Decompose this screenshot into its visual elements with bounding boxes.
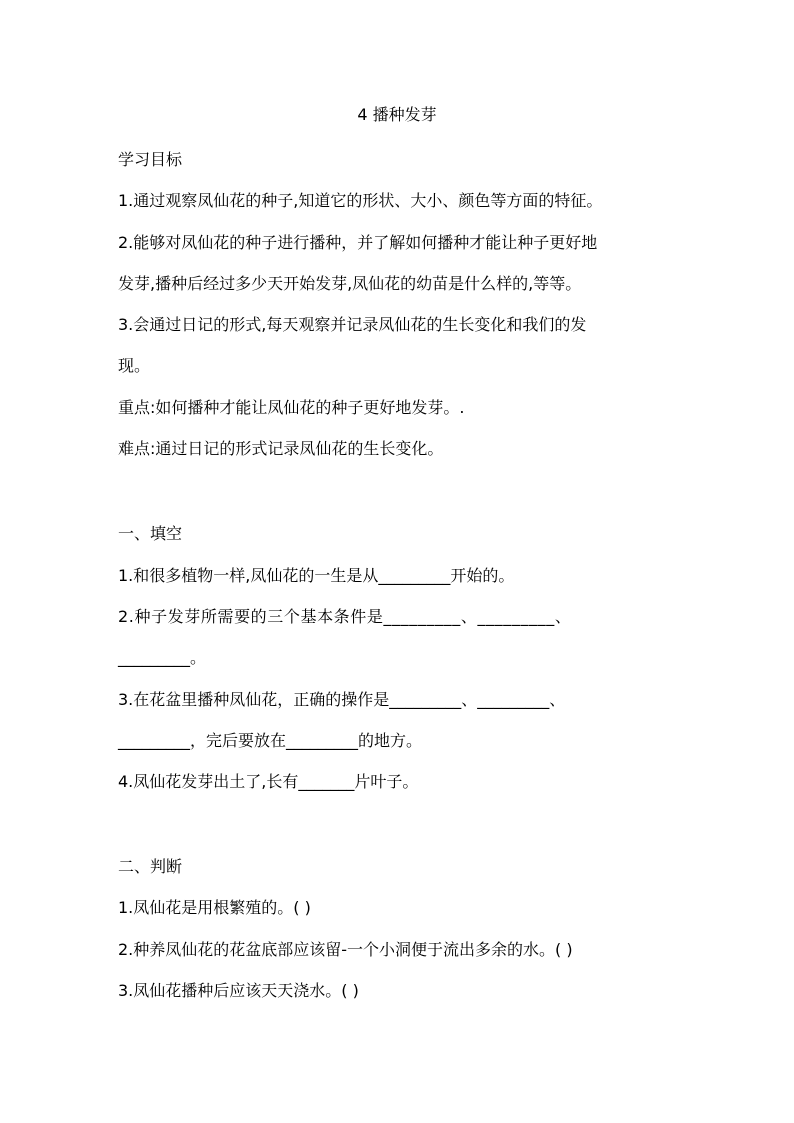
judge-heading: 二、判断	[118, 857, 183, 876]
fill-blank-q2-line-1: 2.种子发芽所需要的三个基本条件是_________、_________、	[118, 607, 572, 626]
lesson-title: 4 播种发芽	[357, 105, 437, 124]
objective-2-line-2: 发芽,播种后经过多少天开始发芽,凤仙花的幼苗是什么样的,等等。	[118, 274, 582, 293]
judge-q2: 2.种养凤仙花的花盆底部应该留-一个小洞便于流出多余的水。( )	[118, 940, 573, 959]
difficulty-point: 难点:通过日记的形式记录凤仙花的生长变化。	[118, 439, 444, 458]
fill-blank-q4: 4.凤仙花发芽出土了,长有_______片叶子。	[118, 772, 419, 791]
fill-blank-q3-line-2: _________，完后要放在_________的地方。	[118, 731, 423, 750]
key-point: 重点:如何播种才能让凤仙花的种子更好地发芽。.	[118, 398, 465, 417]
fill-blank-q1: 1.和很多植物一样,凤仙花的一生是从_________开始的。	[118, 566, 515, 585]
objectives-heading: 学习目标	[118, 150, 183, 169]
objective-1: 1.通过观察凤仙花的种子,知道它的形状、大小、颜色等方面的特征。	[118, 191, 603, 210]
fill-blank-q3-line-1: 3.在花盆里播种凤仙花，正确的操作是_________、_________、	[118, 690, 566, 709]
fill-blank-heading: 一、填空	[118, 524, 183, 543]
objective-2-line-1: 2.能够对凤仙花的种子进行播种，并了解如何播种才能让种子更好地	[118, 233, 598, 252]
objective-3-line-2: 现。	[118, 356, 151, 375]
objective-3-line-1: 3.会通过日记的形式,每天观察并记录凤仙花的生长变化和我们的发	[118, 315, 587, 334]
fill-blank-q2-line-2: _________。	[118, 648, 207, 667]
judge-q3: 3.凤仙花播种后应该天天浇水。( )	[118, 981, 359, 1000]
judge-q1: 1.凤仙花是用根繁殖的。( )	[118, 898, 311, 917]
